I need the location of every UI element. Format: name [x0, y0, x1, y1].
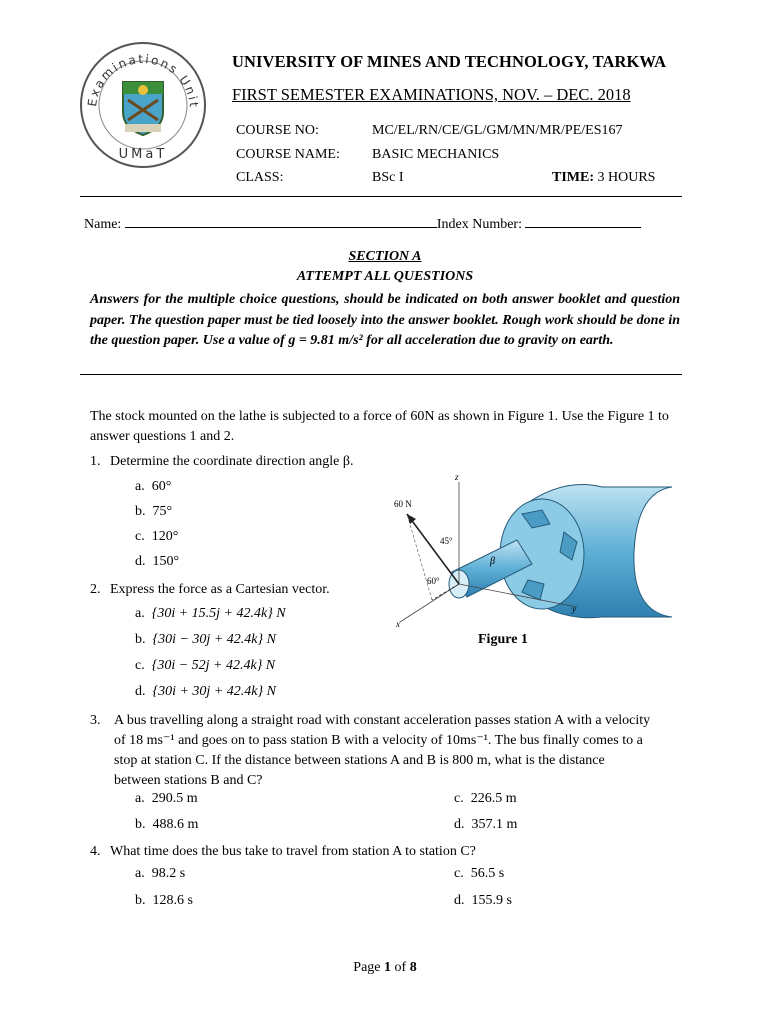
q3-text: A bus travelling along a straight road with constant acceleration passes station A with a velocity of 18 ms⁻¹ and goes on to pass station B with a velocity of 10ms⁻¹. The bus finally comes to a stop at station C. If the distance between stations A and B is 800 m, what is the distance between stations B and C? [114, 713, 651, 788]
q1-option-b[interactable] [135, 504, 172, 520]
fig-force-label: 60 N [394, 499, 412, 509]
q1-option-a[interactable] [135, 479, 171, 495]
q2-option-d[interactable] [135, 684, 276, 700]
q1-number: 1. [90, 454, 101, 469]
course-name-label: COURSE NAME: [236, 147, 340, 162]
header-divider [80, 196, 682, 197]
q2-option-b-key: b. [135, 632, 146, 647]
q2-option-a-key: a. [135, 606, 145, 621]
q4-text: What time does the bus take to travel from station A to station C? [110, 844, 476, 859]
class-value: BSc I [372, 170, 404, 185]
class-label: CLASS: [236, 170, 284, 185]
q1-option-a-key: a. [135, 479, 145, 494]
footer-page-total: 8 [409, 960, 417, 975]
q4-option-b-key: b. [135, 893, 146, 908]
q1-option-c-value: 120° [151, 529, 179, 544]
name-label: Name: [84, 217, 122, 232]
q3-option-a[interactable] [135, 791, 198, 807]
time-value: 3 HOURS [597, 170, 656, 185]
q2-option-d-key: d. [135, 684, 146, 699]
section-instructions: Answers for the multiple choice questions, should be indicated on both answer booklet and question paper. The question paper must be tied loosely into the answer booklet. Rough work should be done in the question paper. Use a value of g = 9.81 m/s² for all acceleration due to gravity on earth. [90, 292, 680, 348]
logo-bottom-text: UMaT [118, 147, 168, 162]
footer-prefix: Page [353, 960, 385, 975]
q2-option-b[interactable] [135, 632, 276, 648]
question-3 [90, 711, 650, 791]
footer-page-number: 1 [384, 960, 392, 975]
q3-number: 3. [90, 713, 101, 728]
q4-option-a-value: 98.2 s [151, 866, 186, 881]
question-1 [90, 452, 353, 472]
q4-option-b[interactable] [135, 893, 193, 909]
q1-option-b-key: b. [135, 504, 146, 519]
q2-text: Express the force as a Cartesian vector. [110, 582, 330, 597]
course-name: BASIC MECHANICS [372, 147, 500, 162]
q2-option-d-value: {30i + 30j + 42.4k} N [152, 684, 276, 699]
q3-option-c[interactable] [454, 791, 517, 807]
q2-number: 2. [90, 582, 101, 597]
instructions-divider [80, 374, 682, 375]
q3-option-d-key: d. [454, 817, 465, 832]
course-no: MC/EL/RN/CE/GL/GM/MN/MR/PE/ES167 [372, 123, 623, 138]
page-footer [0, 960, 770, 976]
q1-option-c[interactable] [135, 529, 178, 545]
figure-1-caption: Figure 1 [478, 632, 528, 647]
question-stem: The stock mounted on the lathe is subjected to a force of 60N as shown in Figure 1. Use the Figure 1 to answer questions 1 and 2. [90, 409, 669, 444]
q2-option-c-key: c. [135, 658, 145, 673]
fig-axis-y: y [572, 604, 576, 614]
q4-option-c[interactable] [454, 866, 504, 882]
q3-option-a-key: a. [135, 791, 145, 806]
q2-option-c-value: {30i − 52j + 42.4k} N [151, 658, 276, 673]
q3-option-d-value: 357.1 m [471, 817, 518, 832]
q1-option-a-value: 60° [151, 479, 172, 494]
q3-option-b-value: 488.6 m [152, 817, 199, 832]
q3-option-b[interactable] [135, 817, 198, 833]
q4-option-a[interactable] [135, 866, 185, 882]
q4-option-d[interactable] [454, 893, 512, 909]
name-field[interactable] [125, 215, 437, 228]
fig-beta: β [490, 556, 495, 567]
q2-option-a[interactable] [135, 606, 286, 622]
section-title: SECTION A [348, 249, 422, 264]
question-4 [90, 842, 476, 862]
index-label: Index Number: [436, 217, 522, 232]
q1-option-c-key: c. [135, 529, 145, 544]
q1-option-d[interactable] [135, 554, 179, 570]
q4-option-c-value: 56.5 s [470, 866, 505, 881]
q1-text: Determine the coordinate direction angle β. [110, 454, 354, 469]
q4-option-a-key: a. [135, 866, 145, 881]
exam-time [552, 170, 655, 186]
university-logo [78, 40, 208, 170]
fig-axis-x: x [396, 619, 400, 629]
q3-option-d[interactable] [454, 817, 517, 833]
university-title: UNIVERSITY OF MINES AND TECHNOLOGY, TARKWA [232, 52, 667, 71]
question-2 [90, 580, 330, 600]
section-subtitle: ATTEMPT ALL QUESTIONS [296, 269, 474, 284]
q2-option-b-value: {30i − 30j + 42.4k} N [152, 632, 276, 647]
q1-option-d-value: 150° [152, 554, 180, 569]
time-label: TIME: [552, 170, 594, 185]
q2-option-c[interactable] [135, 658, 275, 674]
candidate-info [84, 215, 641, 233]
q4-option-d-value: 155.9 s [471, 893, 512, 908]
fig-angle-60: 60° [427, 576, 440, 586]
fig-axis-z: z [455, 472, 459, 482]
footer-of: of [391, 960, 410, 975]
q4-option-b-value: 128.6 s [152, 893, 193, 908]
q4-option-c-key: c. [454, 866, 464, 881]
q2-option-a-value: {30i + 15.5j + 42.4k} N [151, 606, 286, 621]
index-field[interactable] [525, 215, 641, 228]
q3-option-c-value: 226.5 m [470, 791, 517, 806]
fig-angle-45: 45° [440, 536, 453, 546]
logo-ring-text: Examinations Unit [84, 51, 202, 110]
q3-option-c-key: c. [454, 791, 464, 806]
q3-option-a-value: 290.5 m [151, 791, 198, 806]
q3-option-b-key: b. [135, 817, 146, 832]
q4-option-d-key: d. [454, 893, 465, 908]
course-no-label: COURSE NO: [236, 123, 319, 138]
exam-semester: FIRST SEMESTER EXAMINATIONS, NOV. – DEC. 2018 [232, 85, 631, 104]
figure-1-lathe-diagram [372, 472, 672, 632]
q1-option-b-value: 75° [152, 504, 173, 519]
q4-number: 4. [90, 844, 101, 859]
q1-option-d-key: d. [135, 554, 146, 569]
